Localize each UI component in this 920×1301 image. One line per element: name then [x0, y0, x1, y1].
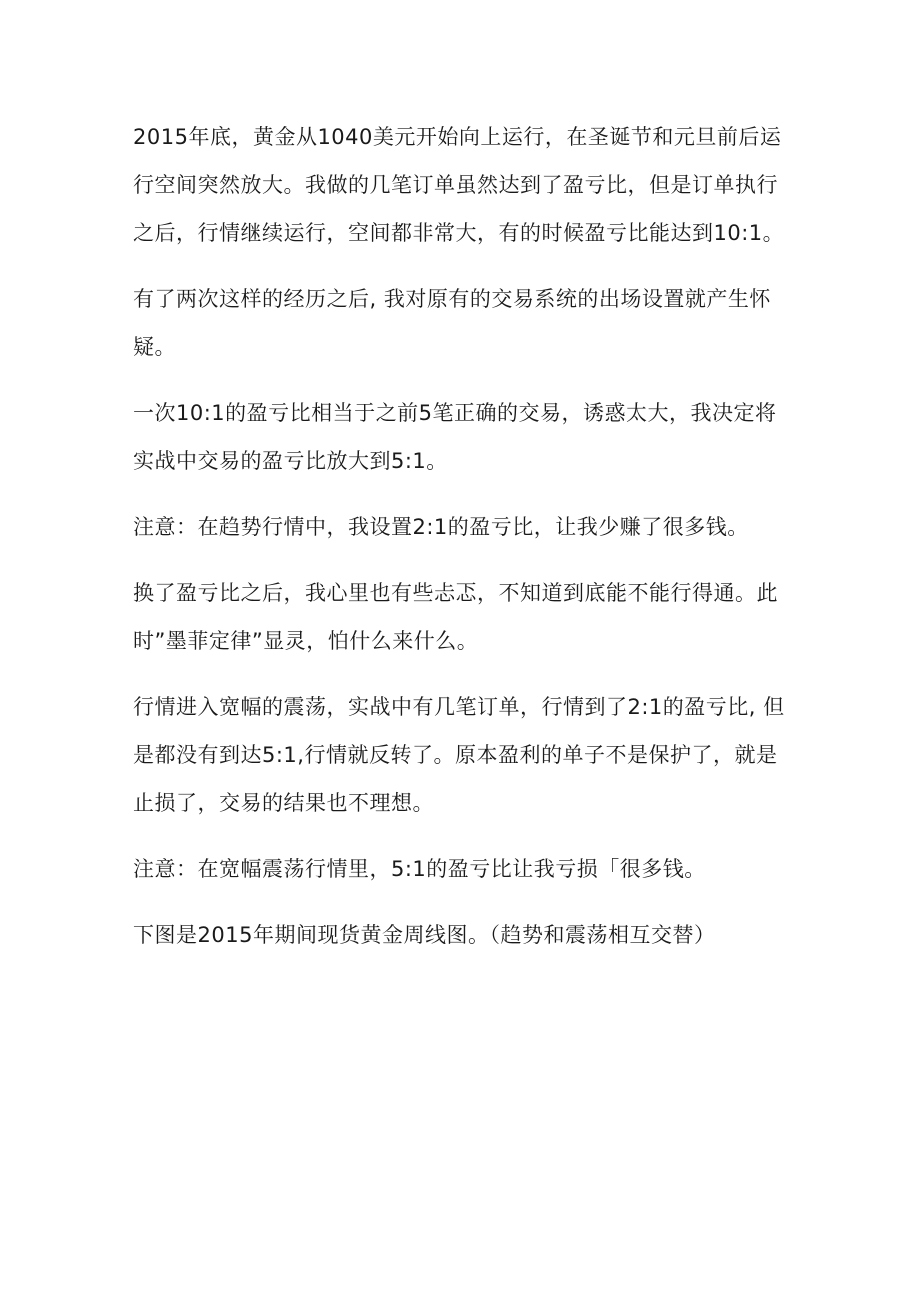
paragraph: 换了盈亏比之后，我心里也有些忐忑，不知道到底能不能行得通。此时”墨菲定律”显灵，怕什么来什么。	[133, 581, 778, 653]
document-body	[133, 113, 793, 977]
paragraph: 行情进入宽幅的震荡，实战中有几笔订单，行情到了2:1的盈亏比, 但是都没有到达5:1,行情就反转了。原本盈利的单子不是保护了，就是止损了，交易的结果也不理想。	[133, 695, 785, 815]
note-paragraph: 注意：在宽幅震荡行情里，5:1的盈亏比让我亏损「很多钱。	[133, 857, 706, 881]
figure-intro-paragraph: 下图是2015年期间现货黄金周线图。（趋势和震荡相互交替）	[133, 923, 716, 947]
paragraph: 2015年底，黄金从1040美元开始向上运行，在圣诞节和元旦前后运行空间突然放大。我做的几笔订单虽然达到了盈亏比，但是订单执行之后，行情继续运行，空间都非常大，有的时候盈亏比能达到10:1。	[133, 125, 785, 245]
paragraph: 一次10:1的盈亏比相当于之前5笔正确的交易，诱惑太大，我决定将实战中交易的盈亏比放大到5:1。	[133, 401, 777, 473]
paragraph: 有了两次这样的经历之后, 我对原有的交易系统的出场设置就产生怀疑。	[133, 287, 771, 359]
note-paragraph: 注意：在趋势行情中，我设置2:1的盈亏比，让我少赚了很多钱。	[133, 515, 749, 539]
